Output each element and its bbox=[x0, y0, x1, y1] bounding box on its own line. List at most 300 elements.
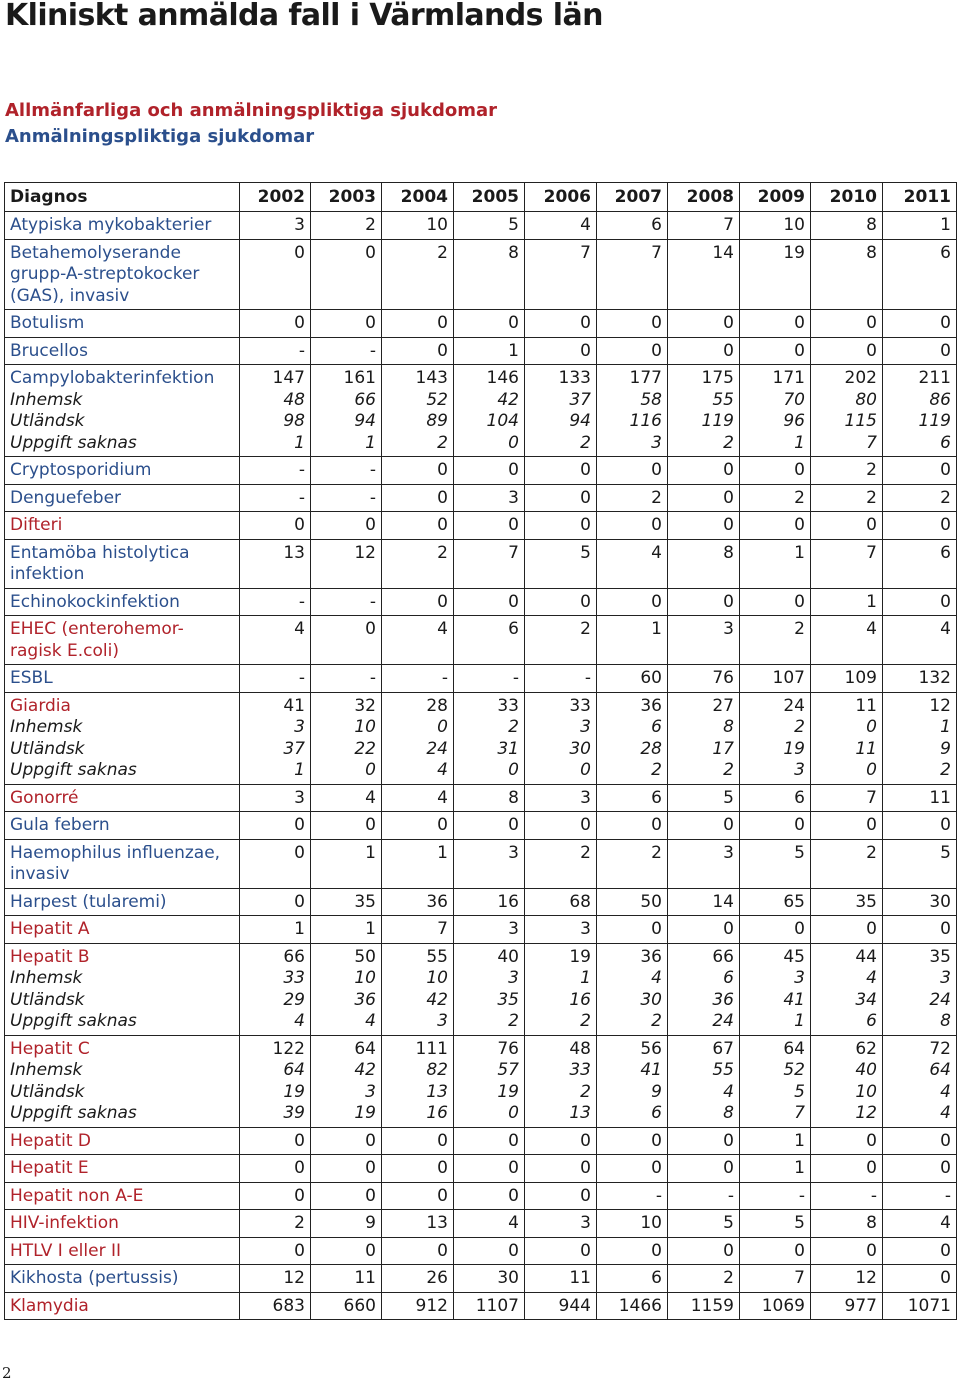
value-cell bbox=[597, 1155, 668, 1183]
diagnosis-name: Botulism bbox=[10, 313, 85, 333]
table-row bbox=[5, 812, 957, 840]
value-cell bbox=[382, 916, 454, 944]
value-cell bbox=[883, 1210, 957, 1238]
case-count-sub: 36 bbox=[354, 989, 376, 1010]
case-count: 11 bbox=[354, 1268, 376, 1288]
table-row bbox=[5, 337, 957, 365]
case-count-sub: 4 bbox=[437, 760, 448, 780]
case-count-sub: 19 bbox=[283, 1081, 305, 1102]
value-cell bbox=[597, 839, 668, 888]
value-cell bbox=[454, 1127, 525, 1155]
table-header-row bbox=[5, 183, 957, 212]
case-count: 4 bbox=[940, 619, 951, 639]
case-count: 60 bbox=[640, 668, 662, 688]
value-cell bbox=[311, 1265, 382, 1293]
diagnosis-name: Kikhosta (pertussis) bbox=[10, 1268, 179, 1288]
value-cell bbox=[668, 310, 740, 338]
case-count-sub: 3 bbox=[794, 968, 805, 988]
case-count-sub: 58 bbox=[640, 389, 662, 410]
header-year: 2006 bbox=[525, 183, 597, 212]
value-cell bbox=[311, 1210, 382, 1238]
case-count-sub: 13 bbox=[569, 1103, 591, 1123]
value-cell bbox=[525, 310, 597, 338]
case-count: - bbox=[441, 668, 448, 688]
value-cell bbox=[883, 1265, 957, 1293]
case-count: 0 bbox=[866, 1158, 877, 1178]
value-cell bbox=[811, 916, 883, 944]
value-cell bbox=[597, 539, 668, 588]
case-count: 14 bbox=[712, 242, 734, 263]
case-count-sub: 29 bbox=[283, 989, 305, 1010]
case-count: 1 bbox=[866, 591, 877, 612]
case-count: 0 bbox=[294, 1158, 305, 1178]
case-count-sub: 28 bbox=[640, 738, 662, 759]
value-cell bbox=[382, 337, 454, 365]
case-count-sub: 48 bbox=[283, 389, 305, 410]
value-cell bbox=[240, 692, 311, 784]
diagnosis-cell bbox=[5, 1292, 240, 1320]
value-cell bbox=[525, 692, 597, 784]
case-count-sub: 119 bbox=[701, 411, 734, 431]
value-cell bbox=[597, 512, 668, 540]
diagnosis-name: Hepatit B bbox=[10, 946, 90, 967]
case-count: - bbox=[870, 1185, 877, 1206]
case-count: 9 bbox=[365, 1213, 376, 1233]
value-cell bbox=[311, 1237, 382, 1265]
value-cell bbox=[382, 239, 454, 310]
case-count-sub: 35 bbox=[497, 989, 519, 1010]
case-count: 2 bbox=[723, 1268, 734, 1288]
case-count: 50 bbox=[640, 891, 662, 912]
case-count: 0 bbox=[866, 815, 877, 835]
value-cell bbox=[883, 812, 957, 840]
case-count: 19 bbox=[569, 946, 591, 967]
value-cell bbox=[883, 784, 957, 812]
case-count: - bbox=[298, 460, 305, 480]
diagnosis-subcategory: Uppgift saknas bbox=[10, 760, 137, 780]
diagnosis-cell bbox=[5, 1155, 240, 1183]
diagnosis-name: EHEC (enterohemor-ragisk E.coli) bbox=[10, 619, 184, 661]
case-count-sub: 64 bbox=[929, 1060, 951, 1080]
case-count: 0 bbox=[723, 1130, 734, 1151]
case-count: 0 bbox=[437, 487, 448, 508]
value-cell bbox=[883, 616, 957, 665]
value-cell bbox=[883, 1127, 957, 1155]
case-count-sub: 70 bbox=[783, 389, 805, 410]
case-count: 3 bbox=[723, 619, 734, 639]
value-cell bbox=[811, 337, 883, 365]
value-cell bbox=[240, 310, 311, 338]
value-cell bbox=[597, 1035, 668, 1127]
case-count-sub: 6 bbox=[723, 968, 734, 988]
case-count: 33 bbox=[569, 695, 591, 716]
value-cell bbox=[311, 1155, 382, 1183]
diagnosis-name: Betahemolyserande grupp-A-streptokocker (GAS), invasiv bbox=[10, 242, 200, 306]
value-cell bbox=[454, 1237, 525, 1265]
value-cell bbox=[597, 1127, 668, 1155]
case-count: 0 bbox=[508, 515, 519, 535]
diagnosis-cell bbox=[5, 1035, 240, 1127]
case-count-sub: 42 bbox=[354, 1060, 376, 1080]
case-count: - bbox=[944, 1185, 951, 1206]
case-count: 0 bbox=[866, 515, 877, 535]
diagnosis-subcategory: Utländsk bbox=[10, 738, 85, 759]
case-count: 2 bbox=[651, 487, 662, 508]
diagnosis-subcategory: Utländsk bbox=[10, 411, 85, 431]
case-count: 0 bbox=[365, 1240, 376, 1261]
case-count: 0 bbox=[508, 1158, 519, 1178]
case-count: 66 bbox=[712, 946, 734, 967]
diagnosis-name: Harpest (tularemi) bbox=[10, 891, 167, 912]
value-cell bbox=[382, 665, 454, 693]
value-cell bbox=[382, 839, 454, 888]
case-count: 3 bbox=[508, 919, 519, 939]
case-count-sub: 64 bbox=[283, 1060, 305, 1080]
case-count: 0 bbox=[723, 591, 734, 612]
case-count: 7 bbox=[794, 1268, 805, 1288]
value-cell bbox=[454, 784, 525, 812]
case-count: 944 bbox=[558, 1295, 591, 1316]
case-count-sub: 2 bbox=[651, 760, 662, 780]
value-cell bbox=[740, 1035, 811, 1127]
case-count-sub: 6 bbox=[940, 432, 951, 453]
case-count: 0 bbox=[940, 591, 951, 612]
case-count: 0 bbox=[365, 1130, 376, 1151]
case-count-sub: 52 bbox=[426, 389, 448, 410]
value-cell bbox=[311, 539, 382, 588]
value-cell bbox=[740, 484, 811, 512]
value-cell bbox=[454, 943, 525, 1035]
value-cell bbox=[811, 239, 883, 310]
case-count: 0 bbox=[580, 1185, 591, 1206]
diagnosis-cell bbox=[5, 916, 240, 944]
case-count: 0 bbox=[866, 1240, 877, 1261]
diagnosis-cell bbox=[5, 888, 240, 916]
value-cell bbox=[883, 888, 957, 916]
case-count: 161 bbox=[343, 368, 376, 388]
case-count: 0 bbox=[794, 815, 805, 835]
case-count: 12 bbox=[283, 1268, 305, 1288]
case-count: 64 bbox=[783, 1038, 805, 1059]
case-count-sub: 4 bbox=[723, 1081, 734, 1102]
case-count: 177 bbox=[629, 368, 662, 388]
case-count-sub: 0 bbox=[508, 432, 519, 453]
case-count: 107 bbox=[772, 668, 805, 688]
value-cell bbox=[382, 588, 454, 616]
value-cell bbox=[668, 812, 740, 840]
value-cell bbox=[597, 484, 668, 512]
case-count: 40 bbox=[497, 946, 519, 967]
value-cell bbox=[240, 1035, 311, 1127]
value-cell bbox=[525, 1210, 597, 1238]
case-count: 68 bbox=[569, 891, 591, 912]
value-cell bbox=[668, 239, 740, 310]
value-cell bbox=[240, 239, 311, 310]
case-count-sub: 0 bbox=[365, 760, 376, 780]
case-count: 0 bbox=[580, 340, 591, 361]
value-cell bbox=[525, 839, 597, 888]
case-count: 62 bbox=[855, 1038, 877, 1059]
value-cell bbox=[811, 212, 883, 240]
case-count: 1069 bbox=[761, 1295, 805, 1316]
value-cell bbox=[668, 212, 740, 240]
case-count: 1 bbox=[794, 1158, 805, 1178]
case-count: - bbox=[298, 591, 305, 612]
value-cell bbox=[382, 1127, 454, 1155]
case-count-sub: 4 bbox=[651, 968, 662, 988]
case-count: 0 bbox=[723, 487, 734, 508]
case-count: - bbox=[798, 1185, 805, 1206]
value-cell bbox=[240, 665, 311, 693]
value-cell bbox=[811, 1237, 883, 1265]
table-row bbox=[5, 239, 957, 310]
diagnosis-name: Gula febern bbox=[10, 815, 110, 835]
value-cell bbox=[240, 943, 311, 1035]
case-count: 2 bbox=[866, 842, 877, 863]
case-count-sub: 116 bbox=[629, 411, 662, 431]
value-cell bbox=[883, 1292, 957, 1320]
value-cell bbox=[668, 1127, 740, 1155]
case-count-sub: 0 bbox=[866, 760, 877, 780]
value-cell bbox=[883, 484, 957, 512]
case-count: 48 bbox=[569, 1038, 591, 1059]
case-count: 5 bbox=[723, 1213, 734, 1233]
case-count-sub: 0 bbox=[580, 760, 591, 780]
case-count: 0 bbox=[794, 591, 805, 612]
value-cell bbox=[740, 665, 811, 693]
value-cell bbox=[811, 512, 883, 540]
value-cell bbox=[382, 539, 454, 588]
value-cell bbox=[525, 588, 597, 616]
case-count: - bbox=[369, 340, 376, 361]
case-count: 109 bbox=[844, 668, 877, 688]
case-count: 13 bbox=[283, 542, 305, 563]
case-count: 8 bbox=[508, 242, 519, 263]
value-cell bbox=[668, 539, 740, 588]
table-row bbox=[5, 484, 957, 512]
value-cell bbox=[883, 916, 957, 944]
case-count: 0 bbox=[437, 1158, 448, 1178]
value-cell bbox=[597, 1265, 668, 1293]
case-count: 11 bbox=[929, 787, 951, 808]
case-count: - bbox=[369, 487, 376, 508]
diagnosis-name: ESBL bbox=[10, 668, 53, 688]
case-count: 0 bbox=[294, 891, 305, 912]
value-cell bbox=[525, 212, 597, 240]
case-count-sub: 115 bbox=[844, 411, 877, 431]
diagnosis-cell bbox=[5, 784, 240, 812]
value-cell bbox=[382, 1237, 454, 1265]
case-count: 44 bbox=[855, 946, 877, 967]
case-count-sub: 119 bbox=[918, 411, 951, 431]
diagnosis-cell bbox=[5, 1127, 240, 1155]
value-cell bbox=[454, 539, 525, 588]
case-count-sub: 57 bbox=[497, 1060, 519, 1080]
table-row bbox=[5, 1182, 957, 1210]
diagnosis-name: Giardia bbox=[10, 695, 71, 716]
value-cell bbox=[740, 916, 811, 944]
case-count: 202 bbox=[844, 368, 877, 388]
case-count: 0 bbox=[294, 1130, 305, 1151]
case-count: 211 bbox=[918, 368, 951, 388]
value-cell bbox=[668, 1237, 740, 1265]
case-count: 0 bbox=[437, 515, 448, 535]
value-cell bbox=[525, 812, 597, 840]
value-cell bbox=[382, 888, 454, 916]
case-count: 0 bbox=[294, 815, 305, 835]
value-cell bbox=[311, 212, 382, 240]
diagnosis-subcategory: Inhemsk bbox=[10, 1060, 83, 1080]
header-year: 2002 bbox=[240, 183, 311, 212]
value-cell bbox=[454, 310, 525, 338]
diagnosis-name: Hepatit D bbox=[10, 1130, 91, 1151]
case-count: 1 bbox=[365, 842, 376, 863]
value-cell bbox=[454, 812, 525, 840]
case-count: 4 bbox=[365, 787, 376, 808]
value-cell bbox=[740, 337, 811, 365]
case-count: 2 bbox=[580, 842, 591, 863]
case-count-sub: 0 bbox=[866, 717, 877, 737]
case-count-sub: 2 bbox=[940, 760, 951, 780]
value-cell bbox=[597, 1237, 668, 1265]
case-count: 0 bbox=[651, 340, 662, 361]
case-count-sub: 10 bbox=[354, 968, 376, 988]
value-cell bbox=[883, 588, 957, 616]
case-count: 2 bbox=[437, 542, 448, 563]
diagnosis-cell bbox=[5, 812, 240, 840]
case-count: 76 bbox=[497, 1038, 519, 1059]
value-cell bbox=[883, 212, 957, 240]
value-cell bbox=[668, 484, 740, 512]
value-cell bbox=[740, 1155, 811, 1183]
case-count: 0 bbox=[580, 487, 591, 508]
header-year: 2011 bbox=[883, 183, 957, 212]
value-cell bbox=[740, 588, 811, 616]
case-count: 0 bbox=[651, 313, 662, 333]
case-count-sub: 13 bbox=[426, 1081, 448, 1102]
value-cell bbox=[454, 1292, 525, 1320]
value-cell bbox=[382, 310, 454, 338]
case-count-sub: 2 bbox=[794, 717, 805, 737]
value-cell bbox=[740, 1127, 811, 1155]
case-count: 6 bbox=[651, 1268, 662, 1288]
case-count: 35 bbox=[929, 946, 951, 967]
case-count: 64 bbox=[354, 1038, 376, 1059]
value-cell bbox=[740, 512, 811, 540]
value-cell bbox=[240, 888, 311, 916]
value-cell bbox=[811, 812, 883, 840]
diagnosis-name: Hepatit E bbox=[10, 1158, 89, 1178]
value-cell bbox=[883, 337, 957, 365]
value-cell bbox=[311, 1182, 382, 1210]
case-count: 8 bbox=[866, 242, 877, 263]
diagnosis-name: Denguefeber bbox=[10, 487, 122, 508]
case-count: 147 bbox=[272, 368, 305, 388]
diagnosis-cell bbox=[5, 512, 240, 540]
case-count: 12 bbox=[929, 695, 951, 716]
case-count: 8 bbox=[866, 215, 877, 235]
case-count-sub: 9 bbox=[651, 1081, 662, 1102]
case-count: 0 bbox=[723, 313, 734, 333]
header-year: 2010 bbox=[811, 183, 883, 212]
case-count: - bbox=[655, 1185, 662, 1206]
case-count-sub: 30 bbox=[569, 738, 591, 759]
case-count-sub: 39 bbox=[283, 1103, 305, 1123]
case-count-sub: 16 bbox=[569, 989, 591, 1010]
value-cell bbox=[454, 1210, 525, 1238]
diagnosis-cell bbox=[5, 337, 240, 365]
value-cell bbox=[811, 888, 883, 916]
value-cell bbox=[454, 692, 525, 784]
value-cell bbox=[382, 457, 454, 485]
case-count: 7 bbox=[508, 542, 519, 563]
value-cell bbox=[525, 365, 597, 457]
case-count: 912 bbox=[415, 1295, 448, 1316]
value-cell bbox=[883, 1035, 957, 1127]
value-cell bbox=[240, 1182, 311, 1210]
diagnosis-cell bbox=[5, 310, 240, 338]
diagnosis-subcategory: Uppgift saknas bbox=[10, 1103, 137, 1123]
case-count-sub: 3 bbox=[651, 432, 662, 453]
case-count: 1 bbox=[437, 842, 448, 863]
case-count: 2 bbox=[437, 242, 448, 263]
case-count: 0 bbox=[294, 515, 305, 535]
value-cell bbox=[597, 239, 668, 310]
case-count: 0 bbox=[651, 1130, 662, 1151]
value-cell bbox=[668, 588, 740, 616]
diagnosis-cell bbox=[5, 839, 240, 888]
value-cell bbox=[668, 1035, 740, 1127]
value-cell bbox=[311, 588, 382, 616]
case-count-sub: 2 bbox=[580, 1011, 591, 1031]
diagnosis-cell bbox=[5, 365, 240, 457]
case-count: - bbox=[298, 487, 305, 508]
case-count: 32 bbox=[354, 695, 376, 716]
case-count-sub: 41 bbox=[640, 1060, 662, 1080]
case-count-sub: 2 bbox=[580, 1081, 591, 1102]
value-cell bbox=[240, 1265, 311, 1293]
case-count: 7 bbox=[580, 242, 591, 263]
value-cell bbox=[597, 1292, 668, 1320]
case-count: 10 bbox=[640, 1213, 662, 1233]
value-cell bbox=[597, 943, 668, 1035]
value-cell bbox=[382, 692, 454, 784]
cases-table bbox=[4, 182, 957, 1320]
table-row bbox=[5, 784, 957, 812]
value-cell bbox=[740, 943, 811, 1035]
value-cell bbox=[811, 310, 883, 338]
case-count: 0 bbox=[794, 515, 805, 535]
case-count: 0 bbox=[866, 1130, 877, 1151]
case-count: 45 bbox=[783, 946, 805, 967]
case-count-sub: 11 bbox=[855, 738, 877, 759]
value-cell bbox=[811, 784, 883, 812]
case-count-sub: 37 bbox=[283, 738, 305, 759]
table-row bbox=[5, 839, 957, 888]
value-cell bbox=[597, 337, 668, 365]
case-count: 0 bbox=[940, 919, 951, 939]
value-cell bbox=[668, 457, 740, 485]
value-cell bbox=[811, 1035, 883, 1127]
value-cell bbox=[240, 1127, 311, 1155]
case-count-sub: 19 bbox=[783, 738, 805, 759]
case-count: 0 bbox=[365, 313, 376, 333]
case-count: 6 bbox=[940, 542, 951, 563]
value-cell bbox=[668, 784, 740, 812]
case-count: 50 bbox=[354, 946, 376, 967]
value-cell bbox=[883, 1155, 957, 1183]
value-cell bbox=[311, 784, 382, 812]
